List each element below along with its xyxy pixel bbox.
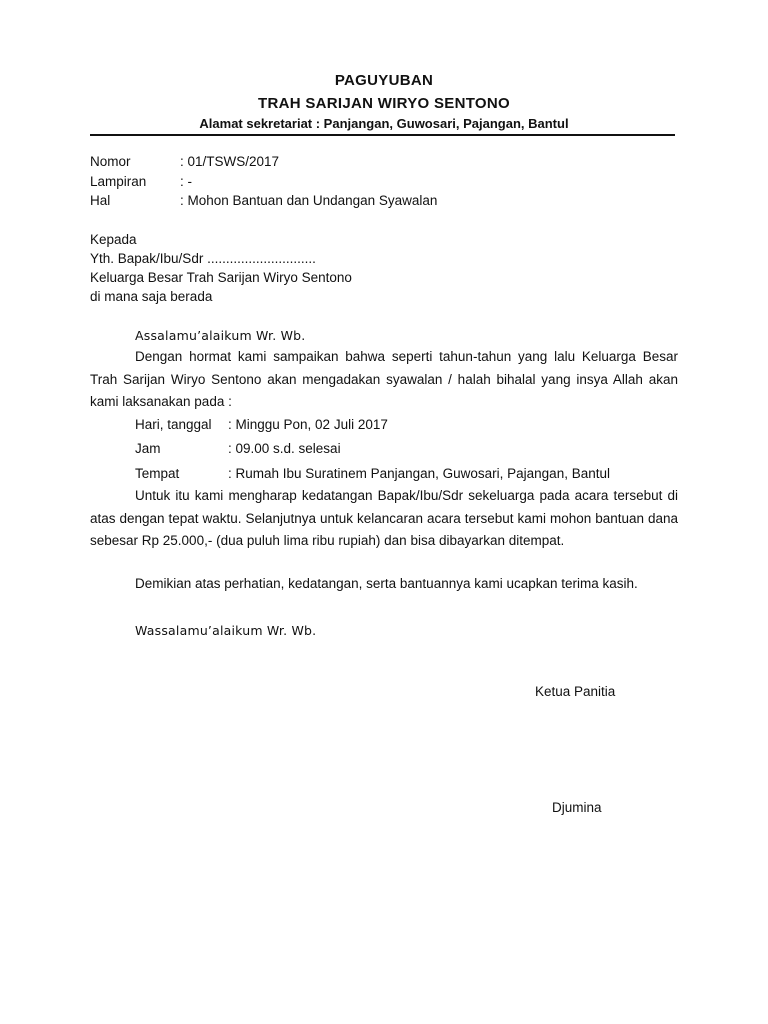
event-place-label: Tempat [135, 466, 180, 481]
signature-title: Ketua Panitia [535, 684, 616, 699]
recipient-line-1: Kepada [90, 232, 137, 247]
letterhead-organization: PAGUYUBAN [334, 72, 434, 89]
paragraph-3 [90, 573, 678, 596]
nomor-label: Nomor [90, 154, 131, 169]
signature-name: Djumina [552, 800, 602, 815]
event-date-label: Hari, tanggal [135, 417, 212, 432]
recipient-line-3: Keluarga Besar Trah Sarijan Wiryo Sentono [90, 270, 352, 285]
nomor-value: : 01/TSWS/2017 [180, 154, 280, 169]
letterhead-address: Alamat sekretariat : Panjangan, Guwosari, Pajangan, Bantul [199, 116, 569, 131]
hal-value: : Mohon Bantuan dan Undangan Syawalan [180, 193, 438, 208]
event-place-value: : Rumah Ibu Suratinem Panjangan, Guwosari, Pajangan, Bantul [228, 466, 610, 481]
paragraph-1 [90, 346, 678, 414]
paragraph-3-text: Demikian atas perhatian, kedatangan, serta bantuannya kami ucapkan terima kasih. [135, 576, 638, 591]
event-date-value: : Minggu Pon, 02 Juli 2017 [228, 417, 388, 432]
lampiran-label: Lampiran [90, 174, 147, 189]
paragraph-2 [90, 485, 678, 553]
lampiran-value: : - [180, 174, 192, 189]
recipient-line-4: di mana saja berada [90, 289, 213, 304]
letterhead-name: TRAH SARIJAN WIRYO SENTONO [258, 95, 510, 112]
letterhead-divider [90, 134, 675, 136]
event-time-label: Jam [135, 441, 161, 456]
recipient-line-2: Yth. Bapak/Ibu/Sdr ............................. [90, 251, 316, 266]
paragraph-2-text: Untuk itu kami mengharap kedatangan Bapak/Ibu/Sdr sekeluarga pada acara tersebut di atas dengan tepat waktu. Selanjutnya untuk kelancaran acara tersebut kami mohon bantuan dana sebesar Rp 25.000,- (dua puluh lima ribu rupiah) dan bisa dibayarkan ditempat. [90, 488, 678, 548]
greeting: Assalamu’alaikum Wr. Wb. [135, 328, 306, 343]
paragraph-1-text: Dengan hormat kami sampaikan bahwa seperti tahun-tahun yang lalu Keluarga Besar Trah Sarijan Wiryo Sentono akan mengadakan syawalan / halah bihalal yang insya Allah akan kami laksanakan pada : [90, 349, 678, 409]
hal-label: Hal [90, 193, 111, 208]
closing-greeting: Wassalamu’alaikum Wr. Wb. [135, 623, 317, 638]
event-time-value: : 09.00 s.d. selesai [228, 441, 341, 456]
